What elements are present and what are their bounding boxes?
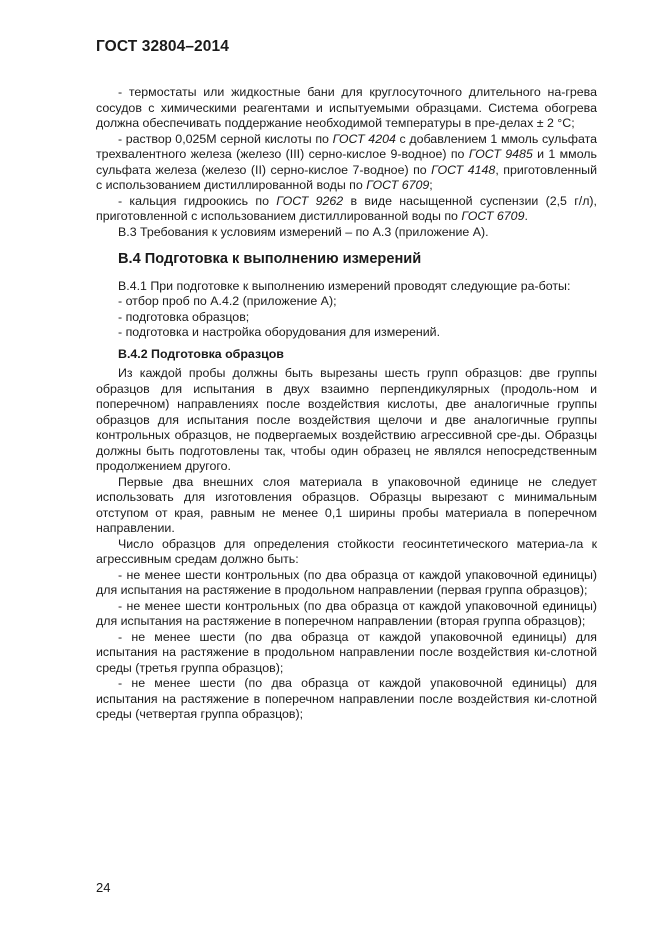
paragraph: Число образцов для определения стойкости геосинтетического материа-ла к агрессивным средам должно быть: [96,536,597,566]
paragraph: В.4.1 При подготовке к выполнению измерений проводят следующие ра-боты: [118,278,571,293]
paragraph: - не менее шести (по два образца от каждой упаковочной единицы) для испытания на растяжение в продольном направлении после воздействия ки-слотной среды (третья группа образцов); [96,629,597,675]
paragraph: В.3 Требования к условиям измерений – по А.3 (приложение А). [118,224,489,239]
text-run: ; [429,178,433,192]
paragraph: Из каждой пробы должны быть вырезаны шесть групп образцов: две группы образцов для испытания в двух взаимно перпендикулярных (продоль-ном и поперечном) направлениях после воздействия кислоты, две аналогичные группы образцов для испытания после воздействия щелочи и две аналогичные группы контрольных образцов, не подвергаемых воздействию агрессивной сре-ды. Образцы должны быть подготовлены так, чтобы один образец не являлся непосредственным продолжением другого. [96,366,597,473]
paragraph: - не менее шести контрольных (по два образца от каждой упаковочной единицы) для испытания на растяжение в поперечном направлении (вторая группа образцов); [96,598,597,628]
paragraph: - не менее шести (по два образца от каждой упаковочной единицы) для испытания на растяжение в поперечном направлении после воздействия ки-слотной среды (четвертая группа образцов); [96,676,597,721]
section-heading: В.4 Подготовка к выполнению измерений [118,251,422,267]
paragraph [96,194,597,225]
text-run: и 1 ммоль сульфата железа (железо (II) серно-кислое 7-водное) по [96,147,597,177]
subsection-heading: В.4.2 Подготовка образцов [118,346,284,361]
text-run: , приготовленный с использованием дистиллированной воды по [96,162,597,192]
paragraph: - подготовка образцов; [118,309,250,324]
paragraph: - не менее шести контрольных (по два образца от каждой упаковочной единицы) для испытания на растяжение в продольном направлении (первая группа образцов); [96,567,597,597]
text-run: в виде насыщенной суспензии (2,5 г/л), приготовленной с использованием дистиллированной воды по [96,193,598,223]
standard-reference: ГОСТ 6709 [366,178,430,192]
document-body [96,85,597,723]
document-header: ГОСТ 32804–2014 [96,38,229,55]
text-run: с добавлением 1 ммоль сульфата трехвалентного железа (железо (III) серно-кислое 9-водное) по [96,131,598,161]
paragraph [96,132,597,194]
text-run: - кальция гидроокись по [118,193,277,208]
standard-reference: ГОСТ 9262 [276,193,344,208]
text-run: - раствор 0,025М серной кислоты по [118,131,333,146]
text-run: . [524,209,528,223]
paragraph: - подготовка и настройка оборудования для измерений. [118,325,441,339]
standard-reference: ГОСТ 4148 [431,162,496,177]
paragraph: - отбор проб по А.4.2 (приложение А); [118,294,337,308]
standard-reference: ГОСТ 4204 [332,131,396,146]
paragraph: Первые два внешних слоя материала в упаковочной единице не следует использовать для изготовления образцов. Образцы вырезают с минимальным отступом от края, равным не менее 0,1 ширины пробы материала в поперечном направлении. [96,474,597,535]
paragraph: - термостаты или жидкостные бани для круглосуточного длительного на-грева сосудов с химическими реагентами и испытуемыми образцами. Система обогрева должна обеспечивать поддержание необходимой температуры в пре-делах ± 2 °С; [96,85,597,130]
standard-reference: ГОСТ 9485 [468,147,533,161]
standard-reference: ГОСТ 6709 [461,209,525,223]
page-number: 24 [96,880,111,895]
